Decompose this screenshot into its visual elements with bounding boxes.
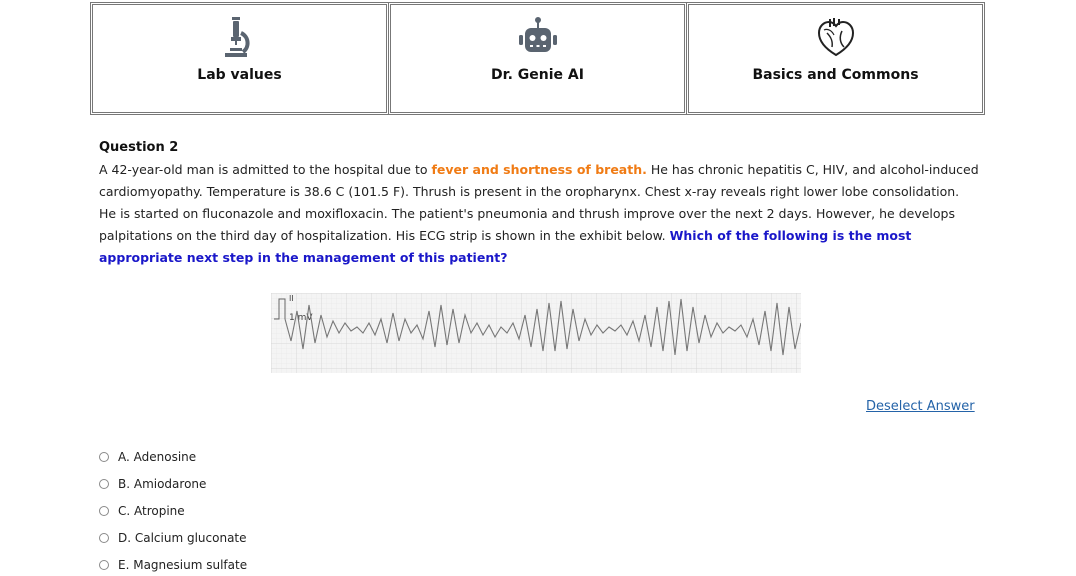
deselect-answer-link[interactable]: Deselect Answer [866, 399, 975, 414]
question-block [99, 140, 979, 269]
lab-values-label: Lab values [197, 67, 282, 83]
option-b[interactable] [99, 471, 247, 498]
robot-icon [514, 13, 562, 61]
option-label: C. Atropine [118, 503, 185, 518]
option-label: D. Calcium gluconate [118, 530, 247, 545]
microscope-icon [216, 13, 264, 61]
radio-button[interactable] [99, 560, 109, 570]
question-text-part1: A 42-year-old man is admitted to the hospital due to [99, 162, 432, 177]
basics-and-commons-button[interactable] [686, 2, 985, 115]
ecg-scale-label: 1 mV [289, 313, 313, 323]
heart-icon [812, 13, 860, 61]
ecg-strip-image [271, 293, 801, 373]
basics-and-commons-label: Basics and Commons [752, 67, 919, 83]
option-c[interactable] [99, 498, 247, 525]
radio-button[interactable] [99, 533, 109, 543]
option-label: B. Amiodarone [118, 477, 207, 492]
lab-values-button[interactable] [90, 2, 389, 115]
dr-genie-ai-button[interactable] [388, 2, 687, 115]
radio-button[interactable] [99, 479, 109, 489]
ecg-strip-svg [271, 293, 801, 373]
option-label: A. Adenosine [118, 450, 197, 465]
question-highlight-orange: fever and shortness of breath. [431, 162, 647, 177]
question-title: Question 2 [99, 140, 179, 155]
question-text-part2: He has chronic hepatitis C, HIV, and alcohol-induced cardiomyopathy. Temperature is 38.6 C (101.5 F). Thrush is present in the oropharynx. Chest x-ray reveals right lower lobe consolidation. He is started on fluconazole and moxifloxacin. The patient's pneumonia and thrush improve over the next 2 days. However, he develops palpitations on the third day of hospitalization. His ECG strip is shown in the exhibit below. [99, 162, 979, 243]
answer-options [99, 444, 247, 576]
radio-button[interactable] [99, 452, 109, 462]
option-a[interactable] [99, 444, 247, 471]
option-e[interactable] [99, 551, 247, 576]
radio-button[interactable] [99, 506, 109, 516]
question-highlight-blue: Which of the following is the most appropriate next step in the management of this patient? [99, 228, 912, 265]
question-stem [99, 159, 979, 269]
option-label: E. Magnesium sulfate [118, 557, 248, 572]
option-d[interactable] [99, 524, 247, 551]
dr-genie-ai-label: Dr. Genie AI [491, 67, 584, 83]
ecg-lead-label: II [289, 294, 294, 303]
tool-row [90, 2, 985, 115]
